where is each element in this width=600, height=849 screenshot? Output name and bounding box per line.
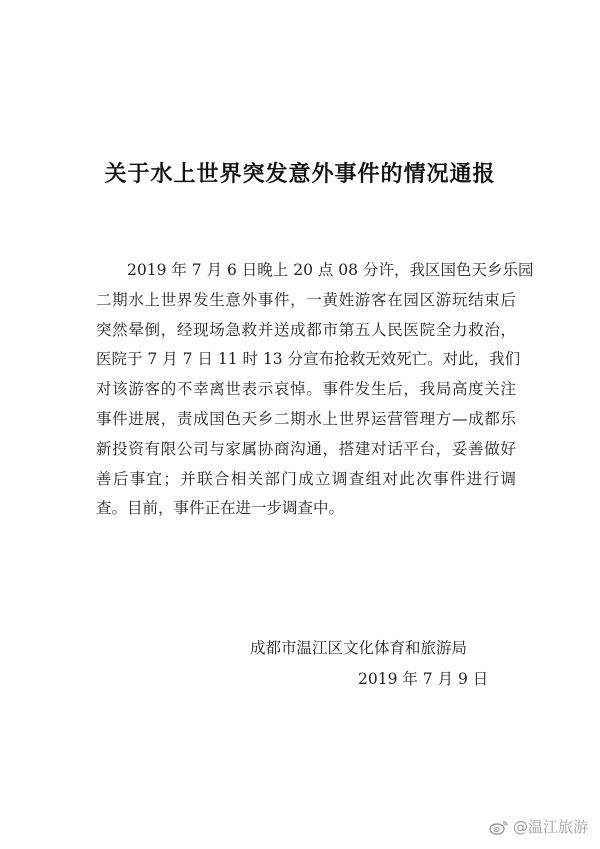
- body-line: 医院于 7 月 7 日 11 时 13 分宣布抢救无效死亡。对此，我们: [96, 350, 521, 369]
- watermark-text: @温江旅游: [512, 818, 588, 836]
- document-title: 关于水上世界突发意外事件的情况通报: [104, 161, 496, 187]
- body-line: 突然晕倒，经现场急救并送成都市第五人民医院全力救治，: [96, 320, 516, 339]
- document-body: [96, 256, 534, 524]
- weibo-icon: [489, 819, 509, 835]
- body-line: 二期水上世界发生意外事件，一黄姓游客在园区游玩结束后: [96, 290, 516, 309]
- body-line: 新投资有限公司与家属协商沟通，搭建对话平台，妥善做好: [96, 439, 516, 458]
- issuer-signature: 成都市温江区文化体育和旅游局: [250, 639, 468, 657]
- body-line: 对该游客的不幸离世表示哀悼。事件发生后，我局高度关注: [96, 380, 516, 399]
- body-line: 2019 年 7 月 6 日晚上 20 点 08 分许，我区国色天乡乐园: [96, 261, 534, 279]
- weibo-watermark: [489, 816, 588, 837]
- body-line: 善后事宜；并联合相关部门成立调查组对此次事件进行调: [96, 469, 516, 488]
- body-line: 查。目前，事件正在进一步调查中。: [96, 499, 345, 518]
- issue-date: 2019 年 7 月 9 日: [358, 670, 489, 688]
- body-line: 事件进展，责成国色天乡二期水上世界运营管理方—成都乐: [96, 409, 516, 428]
